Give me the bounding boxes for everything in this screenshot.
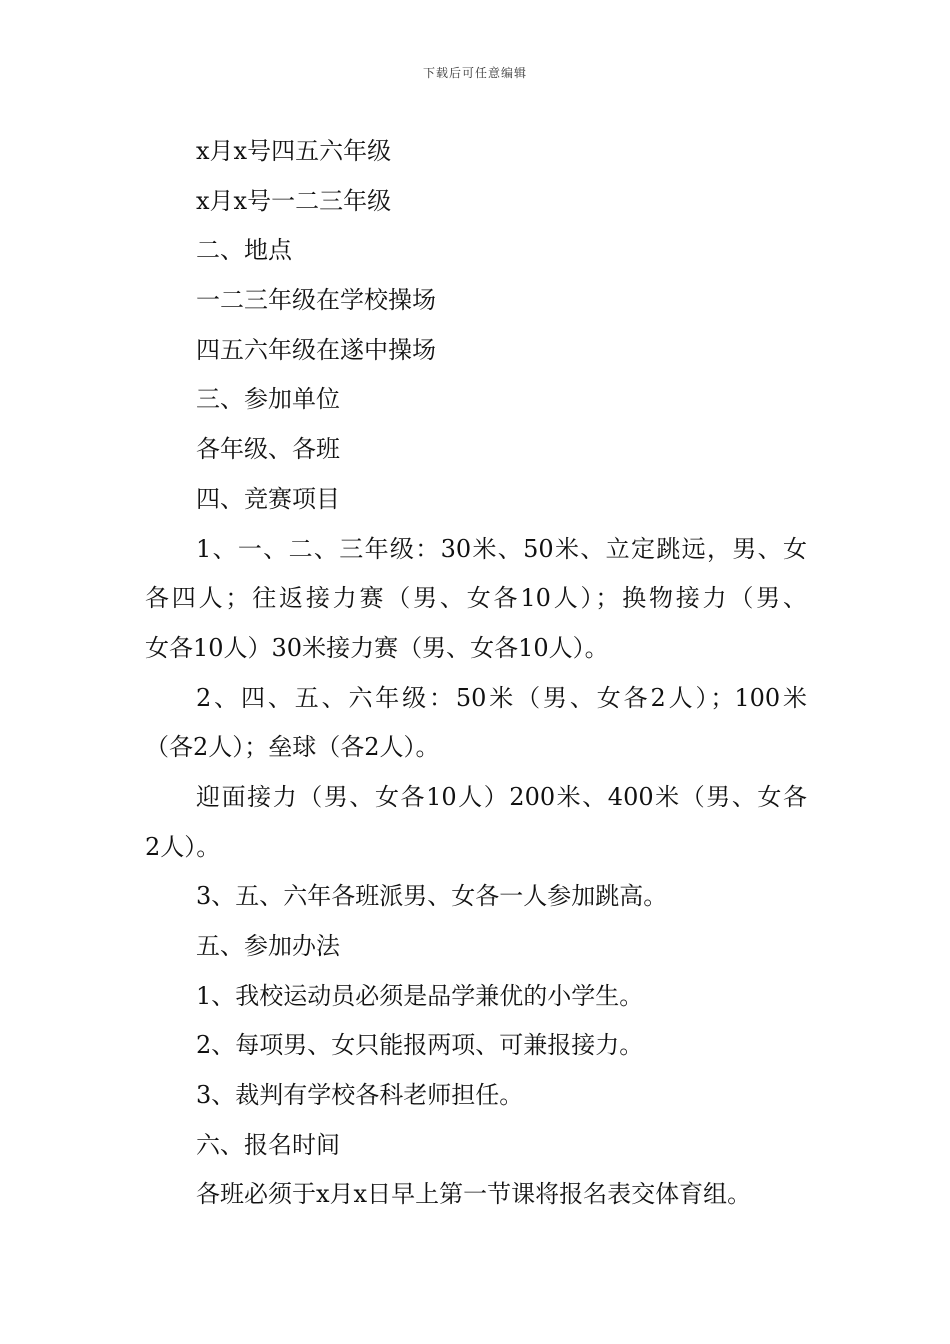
events-item-2-line-1: 2、四、五、六年级：50米（男、女各2人）；100米 bbox=[196, 683, 807, 712]
events-item-1-line-2: 各四人；往返接力赛（男、女各10人）；换物接力（男、 bbox=[145, 584, 807, 613]
method-item-3: 3、裁判有学校各科老师担任。 bbox=[196, 1081, 524, 1110]
schedule-line-1: x月x号四五六年级 bbox=[196, 137, 392, 165]
registration-line: 各班必须于x月x日早上第一节课将报名表交体育组。 bbox=[196, 1180, 752, 1209]
document-body bbox=[145, 127, 807, 1220]
section-heading-events: 四、竞赛项目 bbox=[196, 484, 340, 513]
schedule-line-2: x月x号一二三年级 bbox=[196, 186, 392, 215]
location-line-2: 四五六年级在遂中操场 bbox=[196, 335, 436, 364]
participants-line: 各年级、各班 bbox=[196, 435, 340, 464]
section-heading-method: 五、参加办法 bbox=[196, 932, 340, 960]
section-heading-location: 二、地点 bbox=[196, 236, 292, 265]
events-item-1-line-1: 1、一、二、三年级：30米、50米、立定跳远，男、女 bbox=[196, 534, 807, 563]
events-item-2-line-2: （各2人）；垒球（各2人）。 bbox=[145, 733, 440, 762]
page-header: 下载后可任意编辑 bbox=[422, 66, 527, 80]
events-item-2-line-4: 2人）。 bbox=[145, 832, 221, 861]
events-item-1-line-3: 女各10人）30米接力赛（男、女各10人）。 bbox=[145, 633, 609, 662]
method-item-2: 2、每项男、女只能报两项、可兼报接力。 bbox=[196, 1031, 644, 1060]
section-heading-participants: 三、参加单位 bbox=[196, 385, 340, 414]
method-item-1: 1、我校运动员必须是品学兼优的小学生。 bbox=[196, 981, 644, 1010]
location-line-1: 一二三年级在学校操场 bbox=[196, 286, 436, 315]
events-item-3: 3、五、六年各班派男、女各一人参加跳高。 bbox=[196, 882, 668, 911]
events-item-2-line-3: 迎面接力（男、女各10人）200米、400米（男、女各 bbox=[196, 782, 807, 811]
section-heading-registration: 六、报名时间 bbox=[196, 1130, 340, 1159]
